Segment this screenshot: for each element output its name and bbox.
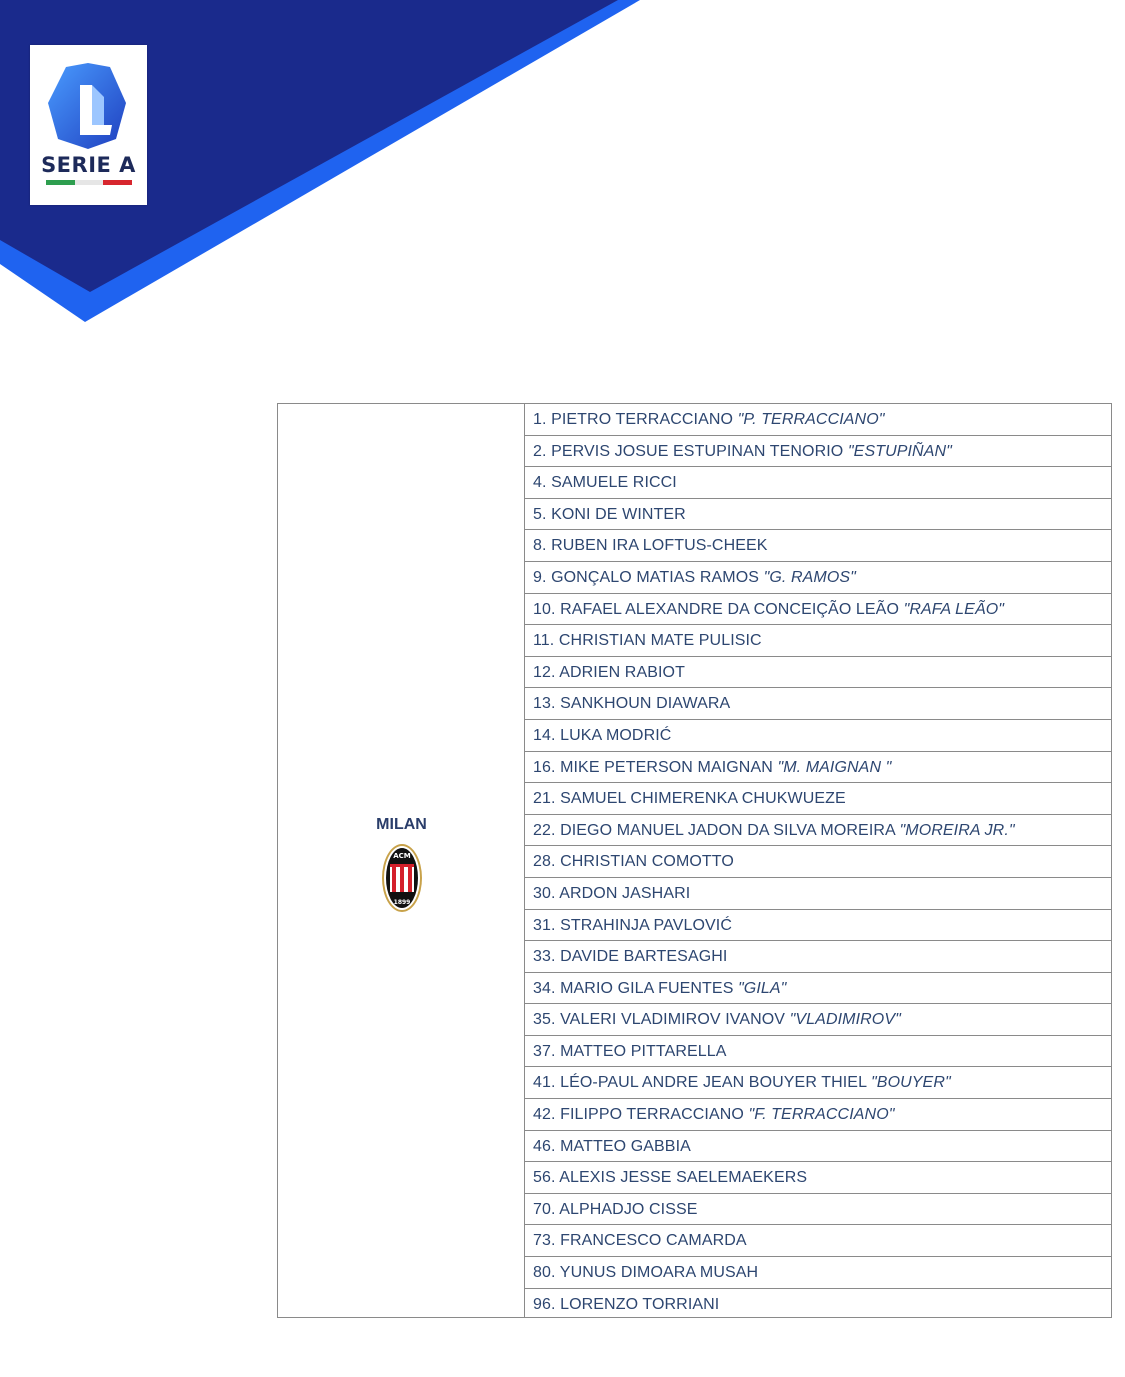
player-name: 33. DAVIDE BARTESAGHI	[533, 948, 728, 966]
player-row	[525, 878, 1111, 910]
player-row	[525, 625, 1111, 657]
player-name: 10. RAFAEL ALEXANDRE DA CONCEIÇÃO LEÃO	[533, 600, 900, 618]
player-row	[525, 1004, 1111, 1036]
player-name: 42. FILIPPO TERRACCIANO	[533, 1106, 744, 1124]
player-name: 11. CHRISTIAN MATE PULISIC	[533, 632, 762, 650]
player-row	[525, 657, 1111, 689]
player-alias: "P. TERRACCIANO"	[737, 411, 885, 428]
player-name: 21. SAMUEL CHIMERENKA CHUKWUEZE	[533, 790, 846, 808]
player-alias: "RAFA LEÃO"	[903, 600, 1005, 618]
player-name: 56. ALEXIS JESSE SAELEMAEKERS	[533, 1169, 808, 1187]
player-alias: "ESTUPIÑAN"	[847, 442, 952, 460]
player-name: 13. SANKHOUN DIAWARA	[533, 695, 731, 713]
player-row	[525, 594, 1111, 626]
player-row	[525, 436, 1111, 468]
player-row	[525, 1194, 1111, 1226]
player-alias: "BOUYER"	[871, 1074, 951, 1092]
player-alias: "G. RAMOS"	[763, 568, 856, 586]
player-row	[525, 1257, 1111, 1289]
player-name: 9. GONÇALO MATIAS RAMOS	[533, 568, 760, 586]
player-name: 70. ALPHADJO CISSE	[533, 1200, 698, 1218]
player-name: 4. SAMUELE RICCI	[533, 474, 677, 492]
player-name: 96. LORENZO TORRIANI	[533, 1295, 720, 1313]
player-row	[525, 1036, 1111, 1068]
player-row	[525, 720, 1111, 752]
player-alias: "VLADIMIROV"	[789, 1011, 901, 1029]
player-name: 34. MARIO GILA FUENTES	[533, 979, 734, 997]
player-name: 14. LUKA MODRIĆ	[533, 726, 672, 744]
crest-year: 1899	[393, 899, 411, 906]
player-name: 37. MATTEO PITTARELLA	[533, 1042, 727, 1060]
player-row	[525, 688, 1111, 720]
player-row	[525, 530, 1111, 562]
player-row	[525, 1225, 1111, 1257]
player-name: 8. RUBEN IRA LOFTUS-CHEEK	[533, 537, 768, 555]
player-alias: "MOREIRA JR."	[899, 821, 1015, 839]
player-row	[525, 467, 1111, 499]
player-name: 28. CHRISTIAN COMOTTO	[533, 853, 734, 871]
player-row	[525, 499, 1111, 531]
player-row	[525, 910, 1111, 942]
player-name: 30. ARDON JASHARI	[533, 884, 691, 902]
crest-top-text: ACM	[393, 852, 411, 860]
player-name: 35. VALERI VLADIMIROV IVANOV	[533, 1011, 786, 1029]
player-row	[525, 1099, 1111, 1131]
player-row	[525, 752, 1111, 784]
player-row	[525, 1162, 1111, 1194]
player-name: 16. MIKE PETERSON MAIGNAN	[533, 758, 773, 776]
player-name: 1. PIETRO TERRACCIANO	[533, 411, 734, 428]
club-name: MILAN	[376, 816, 427, 833]
player-list	[525, 404, 1111, 1317]
player-name: 31. STRAHINJA PAVLOVIĆ	[533, 916, 733, 934]
player-name: 80. YUNUS DIMOARA MUSAH	[533, 1264, 759, 1282]
player-row	[525, 815, 1111, 847]
player-row	[525, 846, 1111, 878]
player-row	[525, 973, 1111, 1005]
player-row	[525, 1131, 1111, 1163]
player-name: 73. FRANCESCO CAMARDA	[533, 1232, 747, 1250]
player-name: 5. KONI DE WINTER	[533, 505, 686, 523]
player-row	[525, 1067, 1111, 1099]
club-cell	[278, 404, 525, 1317]
serie-a-logo	[30, 45, 147, 205]
player-name: 22. DIEGO MANUEL JADON DA SILVA MOREIRA	[533, 821, 895, 839]
player-alias: "GILA"	[738, 979, 787, 997]
player-name: 46. MATTEO GABBIA	[533, 1137, 691, 1155]
player-row	[525, 404, 1111, 436]
ac-milan-crest-icon	[381, 842, 423, 914]
player-name: 2. PERVIS JOSUE ESTUPINAN TENORIO	[533, 442, 844, 460]
player-row	[525, 783, 1111, 815]
player-row	[525, 1289, 1111, 1321]
squad-table	[277, 403, 1112, 1318]
player-alias: "F. TERRACCIANO"	[748, 1106, 895, 1124]
serie-a-logo-text: SERIE A	[41, 153, 136, 177]
player-row	[525, 941, 1111, 973]
player-name: 12. ADRIEN RABIOT	[533, 663, 685, 681]
italian-flag-stripe	[46, 180, 132, 185]
player-name: 41. LÉO-PAUL ANDRE JEAN BOUYER THIEL	[533, 1074, 867, 1092]
serie-a-emblem-icon	[30, 45, 147, 155]
player-alias: "M. MAIGNAN "	[777, 758, 892, 776]
player-row	[525, 562, 1111, 594]
